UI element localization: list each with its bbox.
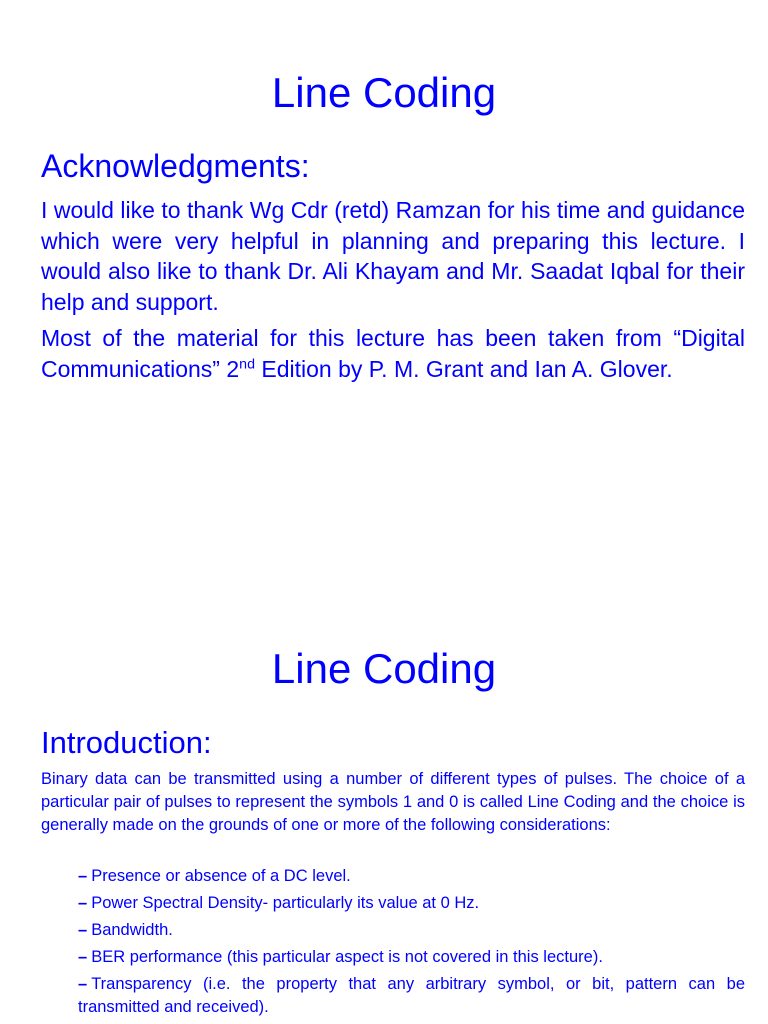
bullet-dash: – [78, 921, 88, 939]
considerations-list [78, 865, 745, 1023]
section-heading: Acknowledgments: [41, 148, 310, 184]
list-item-text: Presence or absence of a DC level. [91, 867, 351, 885]
bullet-dash: – [78, 894, 88, 912]
bullet-dash: – [78, 975, 88, 993]
list-item-text: Bandwidth. [91, 921, 173, 939]
superscript-nd: nd [239, 355, 255, 372]
list-item [78, 892, 745, 915]
bullet-dash: – [78, 948, 88, 966]
source-text-start: Most of the material for this lecture has been taken from “Digital Communications” 2 [41, 325, 745, 382]
list-item [78, 973, 745, 1019]
list-item-text: Transparency (i.e. the property that any arbitrary symbol, or bit, pattern can be transmitted and received). [78, 975, 745, 1016]
list-item-text: Power Spectral Density- particularly its value at 0 Hz. [91, 894, 480, 912]
slide-title: Line Coding [271, 69, 497, 116]
list-item [78, 919, 745, 942]
introduction-paragraph: Binary data can be transmitted using a number of different types of pulses. The choice of a particular pair of pulses to represent the symbols 1 and 0 is called Line Coding and the choice is generally made on the grounds of one or more of the following considerations: [41, 770, 745, 834]
source-paragraph [41, 323, 745, 384]
list-item [78, 865, 745, 888]
source-text-end: Edition by P. M. Grant and Ian A. Glover. [255, 355, 673, 382]
list-item [78, 946, 745, 969]
section-heading: Introduction: [41, 725, 212, 760]
slide-title: Line Coding [271, 645, 497, 692]
acknowledgment-paragraph: I would like to thank Wg Cdr (retd) Ramzan for his time and guidance which were very helpful in planning and preparing this lecture. I would also like to thank Dr. Ali Khayam and Mr. Saadat Iqbal for their help and support. [41, 197, 745, 315]
bullet-dash: – [78, 867, 88, 885]
list-item-text: BER performance (this particular aspect is not covered in this lecture). [91, 948, 603, 966]
